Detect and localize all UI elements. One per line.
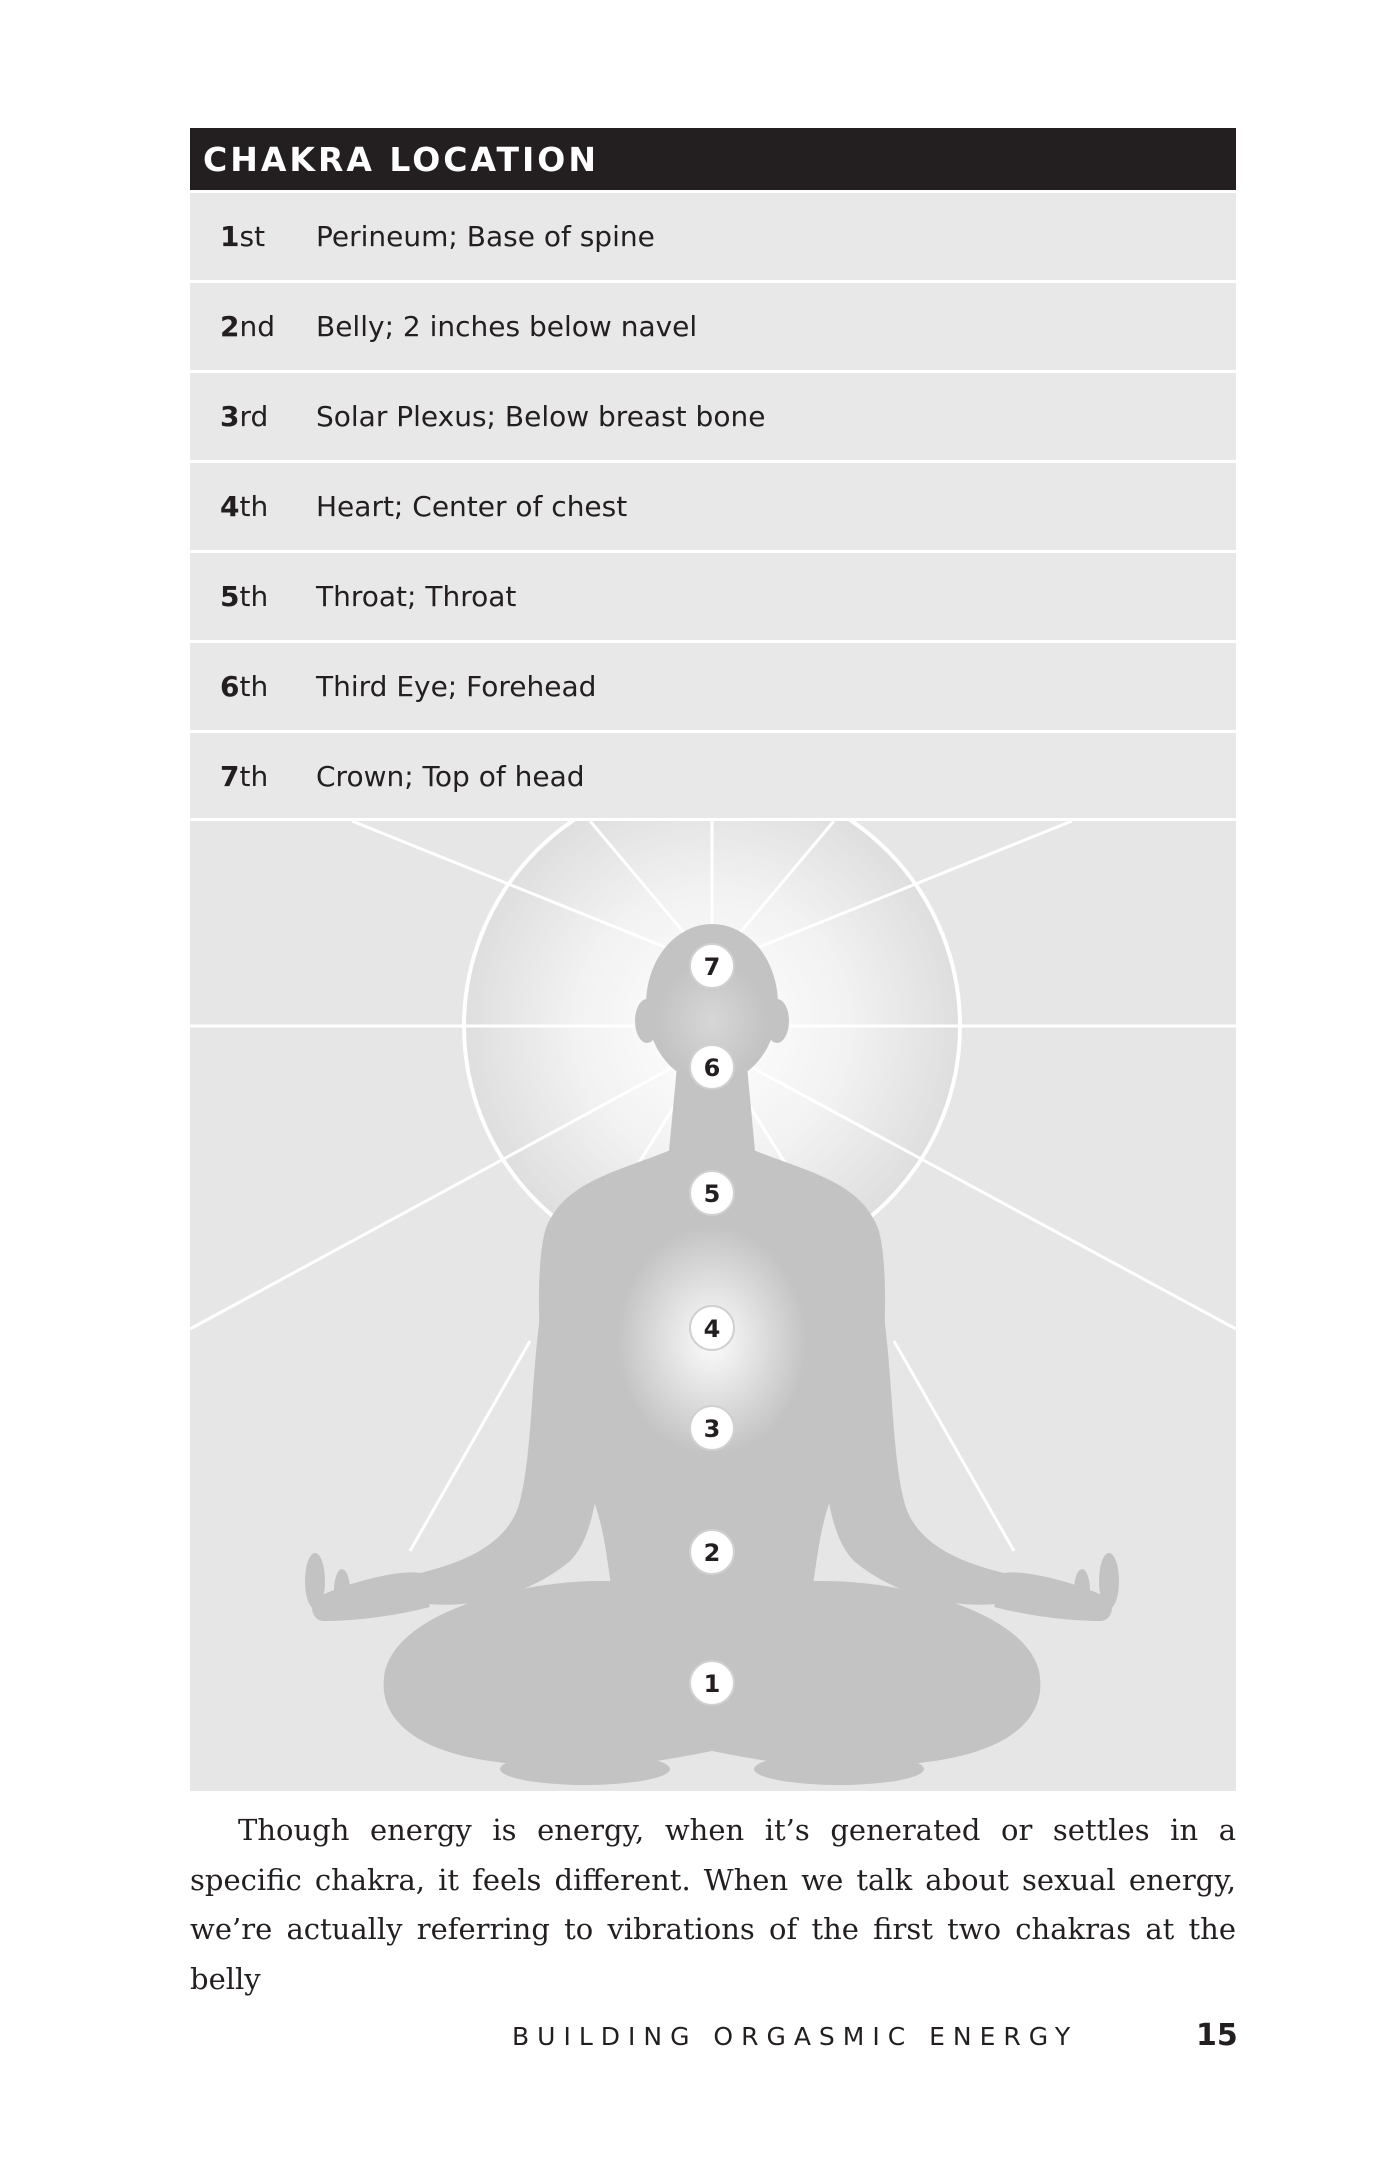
- svg-text:3: 3: [703, 1415, 721, 1443]
- chakra-number: 1st: [220, 220, 266, 253]
- running-footer-title: BUILDING ORGASMIC ENERGY: [512, 2022, 1079, 2051]
- chakra-location: Belly; 2 inches below navel: [316, 310, 698, 343]
- chakra-marker-4: [690, 1306, 734, 1350]
- chakra-marker-3: [690, 1406, 734, 1450]
- table-header: CHAKRA LOCATION: [190, 128, 1236, 190]
- table-row: [190, 550, 1236, 640]
- body-paragraph: [190, 1806, 1236, 2004]
- meditation-figure-illustration: [190, 818, 1236, 1791]
- chakra-table: [190, 128, 1236, 820]
- chakra-location: Heart; Center of chest: [316, 490, 628, 523]
- chakra-marker-7: [690, 944, 734, 988]
- chakra-marker-5: [690, 1171, 734, 1215]
- table-row: [190, 460, 1236, 550]
- chakra-number: 4th: [220, 490, 269, 523]
- chakra-location: Throat; Throat: [316, 580, 517, 613]
- chakra-location: Solar Plexus; Below breast bone: [316, 400, 766, 433]
- chakra-number: 5th: [220, 580, 269, 613]
- chakra-marker-2: [690, 1530, 734, 1574]
- chakra-marker-6: [690, 1045, 734, 1089]
- chakra-number: 2nd: [220, 310, 276, 343]
- page-number: 15: [1196, 2018, 1238, 2053]
- chakra-location: Perineum; Base of spine: [316, 220, 655, 253]
- table-row: [190, 730, 1236, 820]
- chakra-number: 6th: [220, 670, 269, 703]
- svg-text:1: 1: [703, 1670, 721, 1698]
- table-row: [190, 370, 1236, 460]
- chakra-diagram: [190, 821, 1236, 1791]
- table-row: [190, 190, 1236, 280]
- svg-text:2: 2: [703, 1539, 721, 1567]
- chakra-location: Third Eye; Forehead: [316, 670, 597, 703]
- table-row: [190, 280, 1236, 370]
- svg-text:4: 4: [703, 1315, 721, 1343]
- table-row: [190, 640, 1236, 730]
- paragraph-text: Though energy is energy, when it’s generated or settles in a specific chakra, it feels different. When we talk about sexual energy, we’re actually referring to vibrations of the first two chakras at the belly: [190, 1813, 1236, 1996]
- chakra-location: Crown; Top of head: [316, 760, 585, 793]
- chakra-marker-1: [690, 1661, 734, 1705]
- svg-text:5: 5: [703, 1180, 721, 1208]
- svg-text:7: 7: [703, 953, 721, 981]
- svg-text:6: 6: [703, 1054, 721, 1082]
- chakra-number: 7th: [220, 760, 269, 793]
- chakra-number: 3rd: [220, 400, 269, 433]
